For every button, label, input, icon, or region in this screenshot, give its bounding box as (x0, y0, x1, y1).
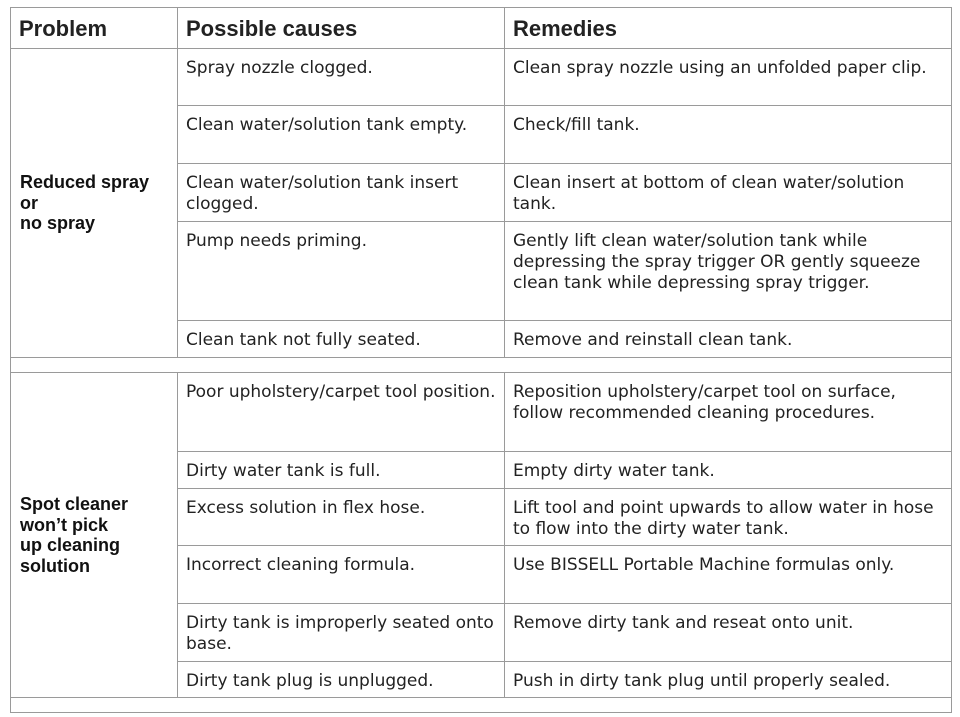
cause-cell: Poor upholstery/carpet tool position. (178, 373, 505, 452)
header-possible-causes: Possible causes (178, 8, 505, 49)
problem-line: or (20, 192, 38, 213)
header-remedies: Remedies (505, 8, 952, 49)
cause-cell: Clean water/solution tank empty. (178, 106, 505, 164)
problem-line: no spray (20, 213, 96, 234)
cause-cell: Spray nozzle clogged. (178, 49, 505, 106)
problem-line: up cleaning (20, 535, 121, 555)
cause-cell: Excess solution in flex hose. (178, 489, 505, 546)
problem-line: won’t pick (20, 514, 109, 535)
problem-line: solution (20, 555, 90, 576)
problem-line: Spot cleaner (20, 494, 129, 514)
remedy-cell: Clean spray nozzle using an unfolded paper clip. (505, 49, 952, 106)
cause-cell: Clean water/solution tank insert clogged. (178, 164, 505, 222)
header-row (11, 8, 952, 49)
cause-cell: Dirty tank plug is unplugged. (178, 662, 505, 698)
cause-cell: Clean tank not fully seated. (178, 321, 505, 358)
troubleshooting-table (10, 7, 952, 713)
cause-cell: Dirty tank is improperly seated onto base. (178, 604, 505, 662)
cause-cell: Pump needs priming. (178, 222, 505, 321)
remedy-cell: Remove and reinstall clean tank. (505, 321, 952, 358)
header-problem: Problem (11, 8, 178, 49)
table-row (11, 49, 952, 106)
remedy-cell: Push in dirty tank plug until properly sealed. (505, 662, 952, 698)
remedy-cell: Clean insert at bottom of clean water/solution tank. (505, 164, 952, 222)
group-separator (11, 698, 952, 713)
troubleshooting-page (10, 7, 951, 713)
cause-cell: Dirty water tank is full. (178, 452, 505, 489)
remedy-cell: Check/fill tank. (505, 106, 952, 164)
table-row (11, 373, 952, 452)
cause-cell: Incorrect cleaning formula. (178, 546, 505, 604)
problem-cell-wont-pick-up (11, 373, 178, 698)
remedy-cell: Reposition upholstery/carpet tool on surface, follow recommended cleaning procedures. (505, 373, 952, 452)
problem-cell-reduced-spray (11, 49, 178, 358)
remedy-cell: Lift tool and point upwards to allow water in hose to flow into the dirty water tank. (505, 489, 952, 546)
remedy-cell: Remove dirty tank and reseat onto unit. (505, 604, 952, 662)
group-separator (11, 358, 952, 373)
remedy-cell: Use BISSELL Portable Machine formulas only. (505, 546, 952, 604)
problem-line: Reduced spray (20, 172, 150, 193)
remedy-cell: Gently lift clean water/solution tank while depressing the spray trigger OR gently squeeze clean tank while depressing spray trigger. (505, 222, 952, 321)
remedy-cell: Empty dirty water tank. (505, 452, 952, 489)
